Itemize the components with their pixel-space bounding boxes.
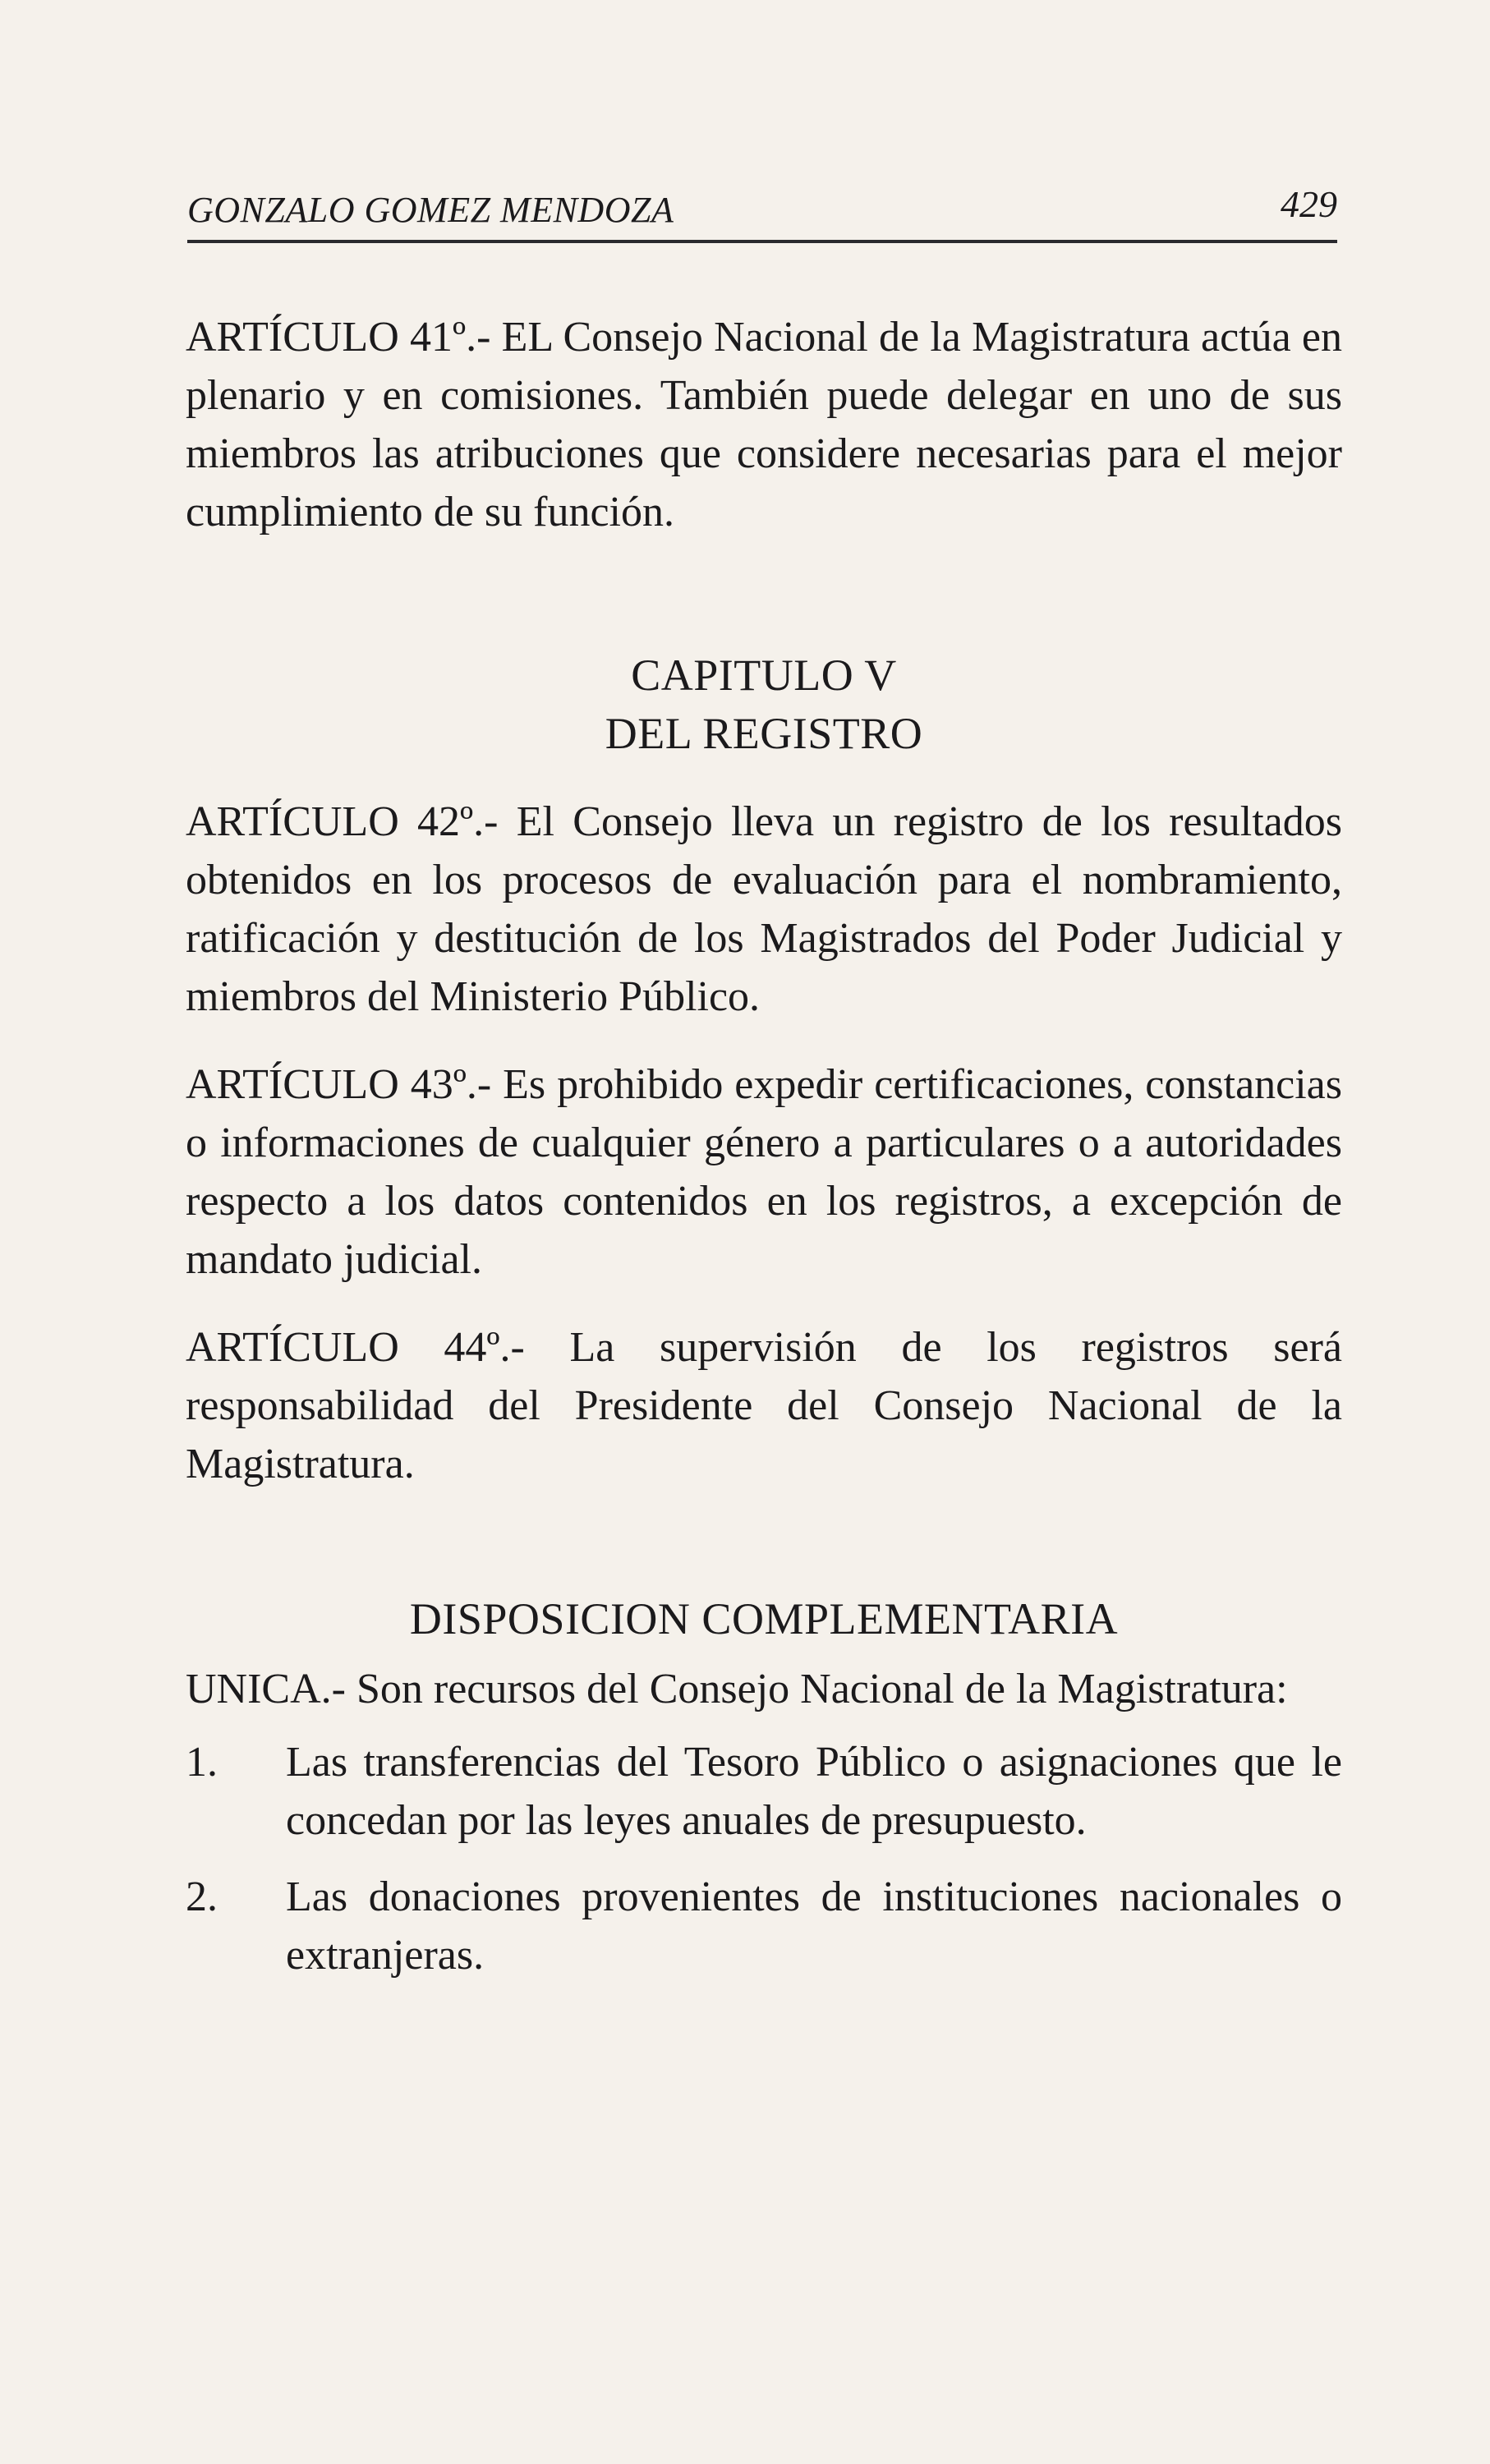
article-41: ARTÍCULO 41º.- EL Consejo Nacional de la Magistratura actúa en plenario y en comisiones. También puede delegar en uno de sus miembros las atribuciones que considere necesarias para el mejor cumplimiento de su función. (186, 314, 1342, 536)
running-header (187, 164, 1337, 243)
article-44: ARTÍCULO 44º.- La supervisión de los registros será responsabilidad del Presidente del Consejo Nacional de la Magistratura. (186, 1324, 1342, 1487)
article-42: ARTÍCULO 42º.- El Consejo lleva un registro de los resultados obtenidos en los procesos de evaluación para el nombramiento, ratificación y destitución de los Magistrados del Poder Judicial y miembros del Ministerio Público. (186, 798, 1342, 1020)
complementary-title: DISPOSICION COMPLEMENTARIA (409, 1594, 1119, 1643)
list-item-number: 1. (186, 1739, 218, 1786)
page-body (186, 308, 1342, 1984)
list-item-number: 2. (186, 1873, 218, 1920)
page-number: 429 (1281, 183, 1337, 225)
list-item (186, 1868, 1342, 1984)
article-43: ARTÍCULO 43º.- Es prohibido expedir certificaciones, constancias o informaciones de cualquier género a particulares o a autoridades respecto a los datos contenidos en los registros, a excepción de mandato judicial. (186, 1061, 1342, 1283)
header-author: GONZALO GOMEZ MENDOZA (187, 190, 674, 230)
chapter-title: CAPITULO V (631, 650, 897, 700)
complementary-intro: UNICA.- Son recursos del Consejo Nacional de la Magistratura: (186, 1666, 1288, 1712)
list-item-text: Las donaciones provenientes de instituciones nacionales o extranjeras. (286, 1873, 1342, 1979)
chapter-subtitle: DEL REGISTRO (605, 709, 923, 758)
list-item (186, 1733, 1342, 1850)
list-item-text: Las transferencias del Tesoro Público o asignaciones que le concedan por las leyes anuales de presupuesto. (286, 1739, 1342, 1844)
